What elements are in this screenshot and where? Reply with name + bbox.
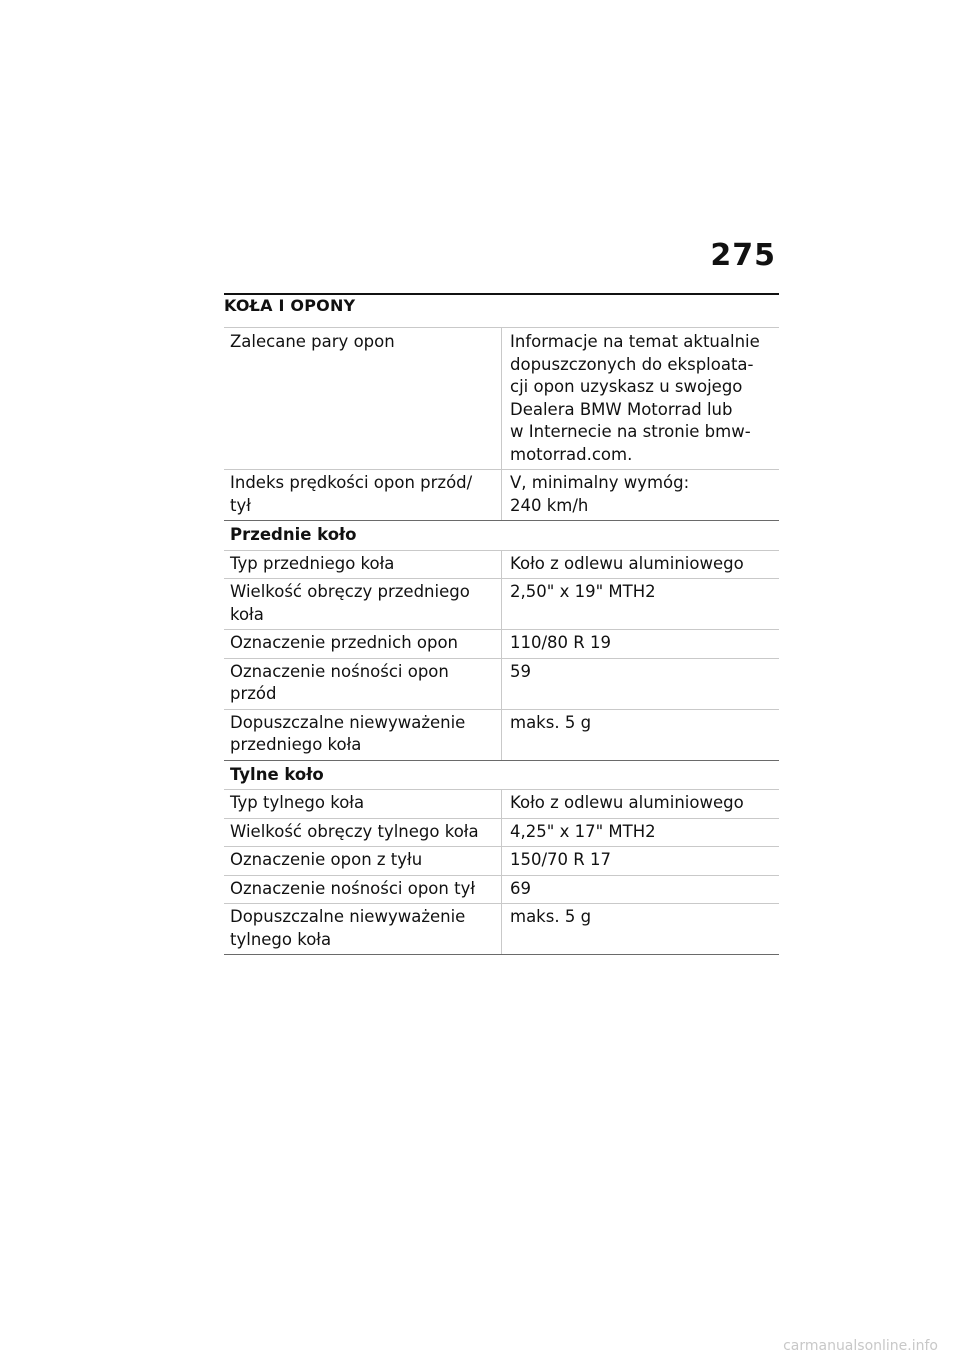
table-row xyxy=(224,709,779,760)
table-row xyxy=(224,550,779,579)
row-label: Typ tylnego koła xyxy=(224,790,502,819)
header-rule xyxy=(224,293,779,295)
row-value: 4,25" x 17" MTH2 xyxy=(502,818,780,847)
subheading-rear-wheel xyxy=(224,760,779,790)
row-value: 69 xyxy=(502,875,780,904)
row-label: Dopuszczalne niewyważenie przedniego koła xyxy=(224,709,502,760)
table-row xyxy=(224,658,779,709)
table-row xyxy=(224,818,779,847)
row-label: Typ przedniego koła xyxy=(224,550,502,579)
row-label: Wielkość obręczy przedniego koła xyxy=(224,579,502,630)
row-value: maks. 5 g xyxy=(502,709,780,760)
table-row xyxy=(224,847,779,876)
subheading-label: Przednie koło xyxy=(224,521,779,551)
table-row xyxy=(224,470,779,521)
row-value: V, minimalny wymóg: 240 km/h xyxy=(502,470,780,521)
subheading-label: Tylne koło xyxy=(224,760,779,790)
table-row xyxy=(224,630,779,659)
row-value: Informacje na temat aktualnie dopuszczonych do eksploata- cji opon uzyskasz u swojego Dealera BMW Motorrad lub w Internecie na stronie bmw- motorrad.com. xyxy=(502,328,780,470)
table-row xyxy=(224,790,779,819)
row-label: Indeks prędkości opon przód/ tył xyxy=(224,470,502,521)
row-label: Oznaczenie przednich opon xyxy=(224,630,502,659)
row-value: 2,50" x 19" MTH2 xyxy=(502,579,780,630)
page-number: 275 xyxy=(710,238,776,273)
row-value: 59 xyxy=(502,658,780,709)
row-label: Oznaczenie nośności opon tył xyxy=(224,875,502,904)
footer-watermark: carmanualsonline.info xyxy=(783,1338,938,1354)
table-row xyxy=(224,875,779,904)
row-label: Oznaczenie opon z tyłu xyxy=(224,847,502,876)
section-title: KOŁA I OPONY xyxy=(224,296,356,315)
row-value: Koło z odlewu aluminiowego xyxy=(502,790,780,819)
row-label: Wielkość obręczy tylnego koła xyxy=(224,818,502,847)
row-value: 150/70 R 17 xyxy=(502,847,780,876)
table-row xyxy=(224,904,779,955)
row-label: Oznaczenie nośności opon przód xyxy=(224,658,502,709)
row-value: Koło z odlewu aluminiowego xyxy=(502,550,780,579)
specification-table xyxy=(224,327,779,955)
table-row xyxy=(224,328,779,470)
table-row xyxy=(224,579,779,630)
row-value: 110/80 R 19 xyxy=(502,630,780,659)
row-label: Dopuszczalne niewyważenie tylnego koła xyxy=(224,904,502,955)
row-label: Zalecane pary opon xyxy=(224,328,502,470)
row-value: maks. 5 g xyxy=(502,904,780,955)
subheading-front-wheel xyxy=(224,521,779,551)
